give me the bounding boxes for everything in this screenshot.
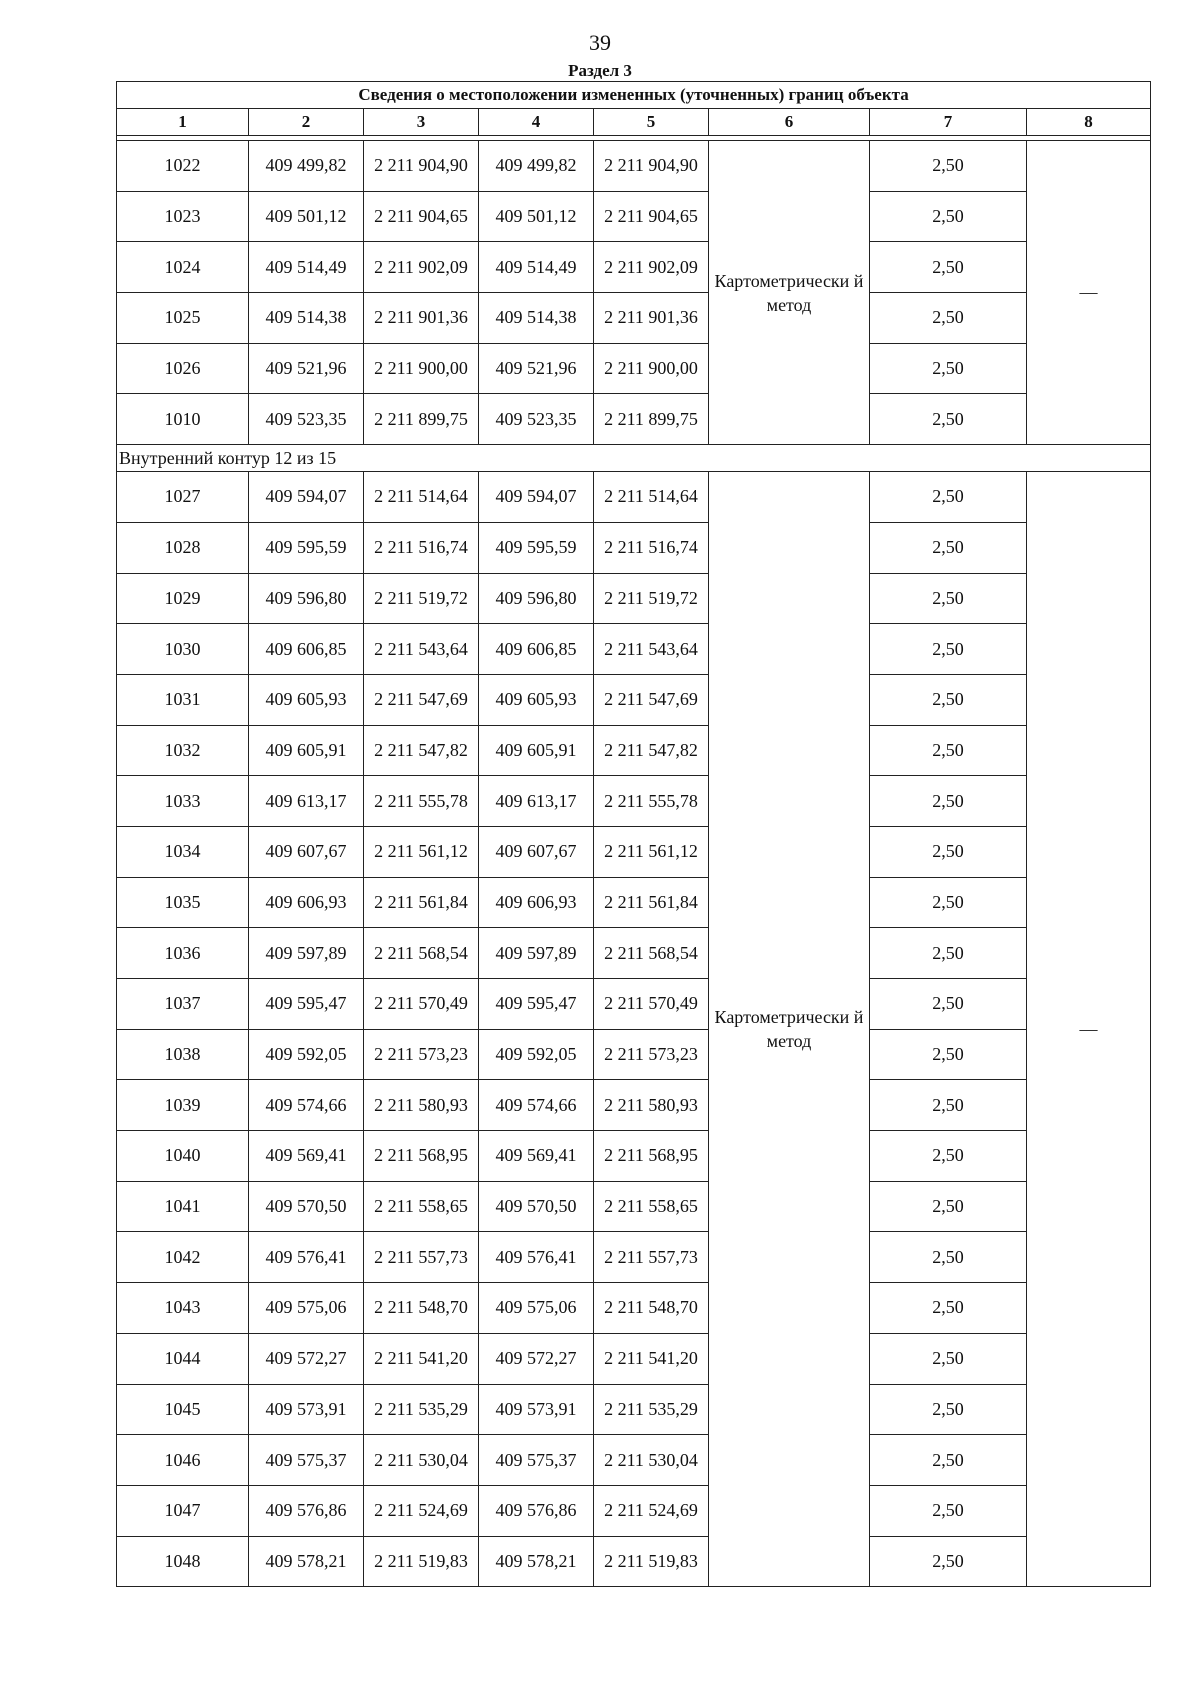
y-existing-cell: 2 211 543,64: [364, 624, 479, 675]
x-refined-cell: 409 592,05: [479, 1029, 594, 1080]
x-refined-cell: 409 576,41: [479, 1232, 594, 1283]
accuracy-cell: 2,50: [870, 725, 1027, 776]
accuracy-cell: 2,50: [870, 472, 1027, 523]
accuracy-cell: 2,50: [870, 928, 1027, 979]
point-number-cell: 1027: [117, 472, 249, 523]
y-existing-cell: 2 211 904,90: [364, 141, 479, 192]
point-number-cell: 1024: [117, 242, 249, 293]
x-refined-cell: 409 572,27: [479, 1333, 594, 1384]
accuracy-cell: 2,50: [870, 242, 1027, 293]
y-existing-cell: 2 211 547,69: [364, 674, 479, 725]
accuracy-cell: 2,50: [870, 979, 1027, 1030]
y-existing-cell: 2 211 519,72: [364, 573, 479, 624]
y-refined-cell: 2 211 516,74: [594, 522, 709, 573]
accuracy-cell: 2,50: [870, 141, 1027, 192]
x-existing-cell: 409 576,41: [249, 1232, 364, 1283]
table-row: [117, 1384, 1151, 1435]
accuracy-cell: 2,50: [870, 394, 1027, 445]
table-row: [117, 1485, 1151, 1536]
table-row: [117, 472, 1151, 523]
y-existing-cell: 2 211 548,70: [364, 1283, 479, 1334]
x-refined-cell: 409 501,12: [479, 191, 594, 242]
accuracy-cell: 2,50: [870, 1283, 1027, 1334]
x-existing-cell: 409 592,05: [249, 1029, 364, 1080]
accuracy-cell: 2,50: [870, 191, 1027, 242]
x-existing-cell: 409 606,85: [249, 624, 364, 675]
y-refined-cell: 2 211 547,82: [594, 725, 709, 776]
accuracy-cell: 2,50: [870, 674, 1027, 725]
y-existing-cell: 2 211 557,73: [364, 1232, 479, 1283]
table-row: [117, 1181, 1151, 1232]
column-number-cell: 4: [479, 109, 594, 136]
table-row: [117, 573, 1151, 624]
y-existing-cell: 2 211 902,09: [364, 242, 479, 293]
accuracy-cell: 2,50: [870, 573, 1027, 624]
column-number-cell: 7: [870, 109, 1027, 136]
table-row: [117, 1536, 1151, 1587]
column-number-cell: 5: [594, 109, 709, 136]
page-number: 39: [589, 30, 611, 55]
table-row: [117, 674, 1151, 725]
table-row: [117, 1131, 1151, 1182]
accuracy-cell: 2,50: [870, 343, 1027, 394]
x-existing-cell: 409 594,07: [249, 472, 364, 523]
x-existing-cell: 409 575,06: [249, 1283, 364, 1334]
table-row: [117, 522, 1151, 573]
accuracy-cell: 2,50: [870, 522, 1027, 573]
y-refined-cell: 2 211 899,75: [594, 394, 709, 445]
y-existing-cell: 2 211 573,23: [364, 1029, 479, 1080]
point-number-cell: 1038: [117, 1029, 249, 1080]
column-number-cell: 8: [1027, 109, 1151, 136]
method-cell: Картометрически й метод: [709, 141, 870, 445]
x-existing-cell: 409 514,38: [249, 293, 364, 344]
y-existing-cell: 2 211 541,20: [364, 1333, 479, 1384]
table-row: [117, 826, 1151, 877]
x-existing-cell: 409 595,47: [249, 979, 364, 1030]
x-existing-cell: 409 605,91: [249, 725, 364, 776]
y-existing-cell: 2 211 524,69: [364, 1485, 479, 1536]
point-number-cell: 1031: [117, 674, 249, 725]
point-number-cell: 1046: [117, 1435, 249, 1486]
point-number-cell: 1041: [117, 1181, 249, 1232]
x-existing-cell: 409 521,96: [249, 343, 364, 394]
table-row: [117, 1435, 1151, 1486]
y-refined-cell: 2 211 547,69: [594, 674, 709, 725]
y-existing-cell: 2 211 899,75: [364, 394, 479, 445]
x-existing-cell: 409 501,12: [249, 191, 364, 242]
point-number-cell: 1036: [117, 928, 249, 979]
x-refined-cell: 409 573,91: [479, 1384, 594, 1435]
point-number-cell: 1030: [117, 624, 249, 675]
y-refined-cell: 2 211 900,00: [594, 343, 709, 394]
y-refined-cell: 2 211 904,65: [594, 191, 709, 242]
x-refined-cell: 409 613,17: [479, 776, 594, 827]
accuracy-cell: 2,50: [870, 1384, 1027, 1435]
y-refined-cell: 2 211 558,65: [594, 1181, 709, 1232]
x-existing-cell: 409 569,41: [249, 1131, 364, 1182]
x-existing-cell: 409 570,50: [249, 1181, 364, 1232]
point-number-cell: 1040: [117, 1131, 249, 1182]
y-existing-cell: 2 211 514,64: [364, 472, 479, 523]
point-number-cell: 1039: [117, 1080, 249, 1131]
x-refined-cell: 409 597,89: [479, 928, 594, 979]
x-existing-cell: 409 575,37: [249, 1435, 364, 1486]
y-refined-cell: 2 211 904,90: [594, 141, 709, 192]
y-refined-cell: 2 211 557,73: [594, 1232, 709, 1283]
y-refined-cell: 2 211 541,20: [594, 1333, 709, 1384]
boundary-coordinates-table: [116, 81, 1151, 1587]
table-row: [117, 141, 1151, 192]
x-existing-cell: 409 573,91: [249, 1384, 364, 1435]
x-existing-cell: 409 578,21: [249, 1536, 364, 1587]
column-number-cell: 6: [709, 109, 870, 136]
x-existing-cell: 409 574,66: [249, 1080, 364, 1131]
table-row: [117, 293, 1151, 344]
y-existing-cell: 2 211 900,00: [364, 343, 479, 394]
accuracy-cell: 2,50: [870, 826, 1027, 877]
y-existing-cell: 2 211 555,78: [364, 776, 479, 827]
y-existing-cell: 2 211 547,82: [364, 725, 479, 776]
column-number-cell: 1: [117, 109, 249, 136]
y-refined-cell: 2 211 514,64: [594, 472, 709, 523]
table-row: [117, 928, 1151, 979]
accuracy-cell: 2,50: [870, 1435, 1027, 1486]
x-refined-cell: 409 607,67: [479, 826, 594, 877]
y-existing-cell: 2 211 561,84: [364, 877, 479, 928]
x-refined-cell: 409 499,82: [479, 141, 594, 192]
x-refined-cell: 409 595,47: [479, 979, 594, 1030]
y-existing-cell: 2 211 530,04: [364, 1435, 479, 1486]
x-refined-cell: 409 606,85: [479, 624, 594, 675]
point-number-cell: 1026: [117, 343, 249, 394]
y-refined-cell: 2 211 519,72: [594, 573, 709, 624]
x-refined-cell: 409 514,49: [479, 242, 594, 293]
y-refined-cell: 2 211 519,83: [594, 1536, 709, 1587]
method-cell: Картометрически й метод: [709, 472, 870, 1587]
x-refined-cell: 409 575,06: [479, 1283, 594, 1334]
x-refined-cell: 409 596,80: [479, 573, 594, 624]
x-existing-cell: 409 606,93: [249, 877, 364, 928]
table-row: [117, 624, 1151, 675]
x-existing-cell: 409 595,59: [249, 522, 364, 573]
y-existing-cell: 2 211 535,29: [364, 1384, 479, 1435]
x-existing-cell: 409 613,17: [249, 776, 364, 827]
x-existing-cell: 409 596,80: [249, 573, 364, 624]
column-number-cell: 2: [249, 109, 364, 136]
y-existing-cell: 2 211 568,54: [364, 928, 479, 979]
y-existing-cell: 2 211 519,83: [364, 1536, 479, 1587]
point-number-cell: 1042: [117, 1232, 249, 1283]
y-refined-cell: 2 211 555,78: [594, 776, 709, 827]
y-refined-cell: 2 211 543,64: [594, 624, 709, 675]
column-8-dash-cell: —: [1027, 472, 1151, 1587]
table-row: [117, 1283, 1151, 1334]
point-number-cell: 1047: [117, 1485, 249, 1536]
x-refined-cell: 409 574,66: [479, 1080, 594, 1131]
table-row: [117, 776, 1151, 827]
x-existing-cell: 409 514,49: [249, 242, 364, 293]
column-number-row: [117, 109, 1151, 136]
point-number-cell: 1032: [117, 725, 249, 776]
accuracy-cell: 2,50: [870, 1333, 1027, 1384]
accuracy-cell: 2,50: [870, 1181, 1027, 1232]
accuracy-cell: 2,50: [870, 1485, 1027, 1536]
x-existing-cell: 409 576,86: [249, 1485, 364, 1536]
point-number-cell: 1033: [117, 776, 249, 827]
accuracy-cell: 2,50: [870, 776, 1027, 827]
accuracy-cell: 2,50: [870, 1131, 1027, 1182]
table-row: [117, 191, 1151, 242]
x-existing-cell: 409 572,27: [249, 1333, 364, 1384]
x-refined-cell: 409 595,59: [479, 522, 594, 573]
table-row: [117, 242, 1151, 293]
section-label: Раздел 3: [568, 61, 632, 80]
y-refined-cell: 2 211 530,04: [594, 1435, 709, 1486]
y-existing-cell: 2 211 558,65: [364, 1181, 479, 1232]
y-refined-cell: 2 211 561,12: [594, 826, 709, 877]
y-refined-cell: 2 211 901,36: [594, 293, 709, 344]
y-refined-cell: 2 211 902,09: [594, 242, 709, 293]
point-number-cell: 1010: [117, 394, 249, 445]
point-number-cell: 1037: [117, 979, 249, 1030]
x-refined-cell: 409 594,07: [479, 472, 594, 523]
x-refined-cell: 409 576,86: [479, 1485, 594, 1536]
x-refined-cell: 409 606,93: [479, 877, 594, 928]
y-existing-cell: 2 211 516,74: [364, 522, 479, 573]
x-existing-cell: 409 597,89: [249, 928, 364, 979]
y-refined-cell: 2 211 524,69: [594, 1485, 709, 1536]
y-existing-cell: 2 211 580,93: [364, 1080, 479, 1131]
y-refined-cell: 2 211 568,54: [594, 928, 709, 979]
point-number-cell: 1029: [117, 573, 249, 624]
y-refined-cell: 2 211 535,29: [594, 1384, 709, 1435]
table-row: [117, 343, 1151, 394]
y-existing-cell: 2 211 904,65: [364, 191, 479, 242]
table-row: [117, 877, 1151, 928]
point-number-cell: 1028: [117, 522, 249, 573]
accuracy-cell: 2,50: [870, 1232, 1027, 1283]
table-row: [117, 1333, 1151, 1384]
point-number-cell: 1022: [117, 141, 249, 192]
y-refined-cell: 2 211 568,95: [594, 1131, 709, 1182]
point-number-cell: 1025: [117, 293, 249, 344]
x-refined-cell: 409 570,50: [479, 1181, 594, 1232]
column-number-cell: 3: [364, 109, 479, 136]
contour-label-row: [117, 445, 1151, 472]
x-refined-cell: 409 605,93: [479, 674, 594, 725]
accuracy-cell: 2,50: [870, 624, 1027, 675]
column-8-dash-cell: —: [1027, 141, 1151, 445]
x-existing-cell: 409 605,93: [249, 674, 364, 725]
x-refined-cell: 409 514,38: [479, 293, 594, 344]
accuracy-cell: 2,50: [870, 1029, 1027, 1080]
accuracy-cell: 2,50: [870, 1080, 1027, 1131]
y-existing-cell: 2 211 570,49: [364, 979, 479, 1030]
x-existing-cell: 409 523,35: [249, 394, 364, 445]
accuracy-cell: 2,50: [870, 1536, 1027, 1587]
x-refined-cell: 409 523,35: [479, 394, 594, 445]
contour-label: Внутренний контур 12 из 15: [117, 445, 1151, 472]
x-refined-cell: 409 578,21: [479, 1536, 594, 1587]
x-refined-cell: 409 575,37: [479, 1435, 594, 1486]
accuracy-cell: 2,50: [870, 877, 1027, 928]
x-existing-cell: 409 607,67: [249, 826, 364, 877]
point-number-cell: 1045: [117, 1384, 249, 1435]
point-number-cell: 1048: [117, 1536, 249, 1587]
table-title: Сведения о местоположении измененных (уточненных) границ объекта: [117, 82, 1151, 109]
point-number-cell: 1044: [117, 1333, 249, 1384]
y-existing-cell: 2 211 901,36: [364, 293, 479, 344]
y-refined-cell: 2 211 548,70: [594, 1283, 709, 1334]
y-refined-cell: 2 211 573,23: [594, 1029, 709, 1080]
point-number-cell: 1035: [117, 877, 249, 928]
table-row: [117, 725, 1151, 776]
point-number-cell: 1043: [117, 1283, 249, 1334]
table-row: [117, 1029, 1151, 1080]
table-row: [117, 1080, 1151, 1131]
x-refined-cell: 409 521,96: [479, 343, 594, 394]
table-row: [117, 979, 1151, 1030]
y-refined-cell: 2 211 580,93: [594, 1080, 709, 1131]
y-existing-cell: 2 211 561,12: [364, 826, 479, 877]
table-row: [117, 394, 1151, 445]
table-row: [117, 1232, 1151, 1283]
x-refined-cell: 409 569,41: [479, 1131, 594, 1182]
y-refined-cell: 2 211 561,84: [594, 877, 709, 928]
x-refined-cell: 409 605,91: [479, 725, 594, 776]
point-number-cell: 1034: [117, 826, 249, 877]
y-existing-cell: 2 211 568,95: [364, 1131, 479, 1182]
accuracy-cell: 2,50: [870, 293, 1027, 344]
point-number-cell: 1023: [117, 191, 249, 242]
y-refined-cell: 2 211 570,49: [594, 979, 709, 1030]
x-existing-cell: 409 499,82: [249, 141, 364, 192]
